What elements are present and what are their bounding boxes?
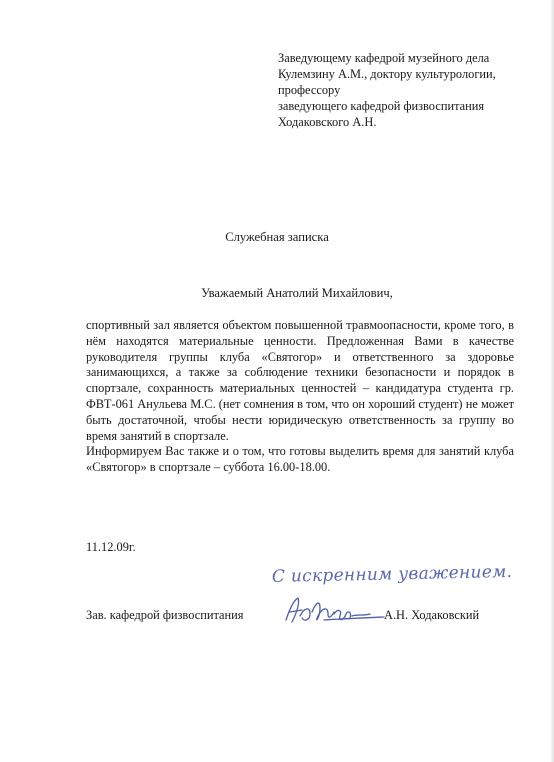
document-date: 11.12.09г. xyxy=(86,540,136,554)
addressee-block xyxy=(278,50,548,130)
body-paragraph: Информируем Вас также и о том, что готовы выделить время для занятий клуба «Святогор» в спортзале – суббота 16.00-18.00. xyxy=(86,444,514,475)
addressee-line: Кулемзину А.М., доктору культурологии, xyxy=(278,67,496,81)
document-title: Служебная записка xyxy=(225,230,329,244)
addressee-line: заведующего кафедрой физвоспитания xyxy=(278,99,485,113)
signatory-name: А.Н. Ходаковский xyxy=(384,608,480,622)
memo-body xyxy=(86,318,514,476)
addressee-line: Заведующему кафедрой музейного дела xyxy=(278,51,490,65)
salutation: Уважаемый Анатолий Михайлович, xyxy=(201,286,393,300)
handwritten-closing-text: С искренним уважением. xyxy=(271,561,513,587)
body-paragraph: спортивный зал является объектом повышенной травмоопасности, кроме того, в нём находятся материальные ценности. Предложенная Вами в качестве руководителя группы клуба «Святогор» и ответственного за здоровье занимающихся, а также за соблюдение техники безопасности и порядок в спортзале, сохранность материальных ценностей – кандидатура студента гр. ФВТ-061 Анульева М.С. (нет сомнения в том, что он хороший студент) не может быть достаточной, чтобы нести юридическую ответственность за группу во время занятий в спортзале. xyxy=(86,318,514,443)
signatory-position: Зав. кафедрой физвоспитания xyxy=(86,608,244,622)
handwritten-closing xyxy=(270,560,520,592)
addressee-line: профессору xyxy=(278,83,341,97)
addressee-line: Ходаковского А.Н. xyxy=(278,115,377,129)
page-edge-shadow xyxy=(550,0,554,762)
handwritten-signature xyxy=(280,590,390,632)
